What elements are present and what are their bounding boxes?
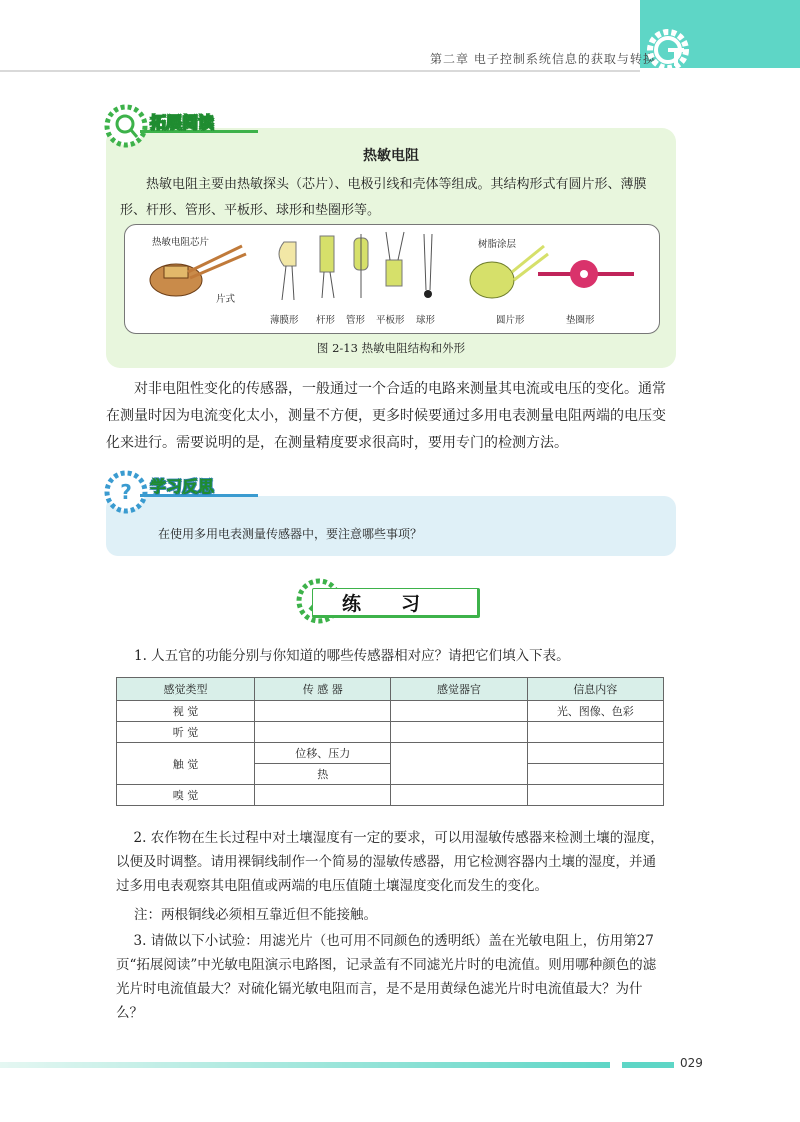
label-chip-type: 片式 <box>216 294 236 305</box>
exercise-q2: 2. 农作物在生长过程中对土壤湿度有一定的要求，可以用湿敏传感器来检测土壤的湿度，以便及时调整。请用裸铜线制作一个简易的湿敏传感器，用它检测容器内土壤的湿度，并通过多用电表观察其电阻值或两端的电压值随土壤湿度变化而发生的变化。 <box>116 830 664 894</box>
extension-reading-paragraph: 热敏电阻主要由热敏探头（芯片）、电极引线和壳体等组成。其结构形式有圆片形、薄膜形、杆形、管形、平板形、球形和垫圈形等。 <box>120 177 647 218</box>
cell-touch: 触 觉 <box>117 743 255 785</box>
table-cell <box>391 701 527 722</box>
figure-caption: 图 2-13 热敏电阻结构和外形 <box>316 341 466 355</box>
reflection-badge: 学习反思 <box>150 477 215 496</box>
cell-touch-sensor-1: 位移、压力 <box>255 743 391 764</box>
gear-logo-icon <box>644 26 692 74</box>
label-tube: 管形 <box>346 315 366 326</box>
table-cell <box>391 743 527 785</box>
table-row <box>117 701 664 722</box>
exercise-badge: 练习 <box>342 593 461 615</box>
table-row <box>117 785 664 806</box>
table-cell <box>527 764 663 785</box>
label-washer: 垫圈形 <box>566 315 595 326</box>
label-plate: 平板形 <box>376 315 405 326</box>
senses-table <box>116 677 664 806</box>
label-resin: 树脂涂层 <box>478 239 517 250</box>
label-bead: 球形 <box>416 315 436 326</box>
label-film: 薄膜形 <box>270 315 299 326</box>
table-cell <box>527 743 663 764</box>
label-disc: 圆片形 <box>496 315 525 326</box>
table-header-row <box>117 678 664 701</box>
footer-bar <box>0 1062 610 1068</box>
table-cell <box>391 785 527 806</box>
exercise-q3: 3. 请做以下小试验：用滤光片（也可用不同颜色的透明纸）盖在光敏电阻上，仿用第27页“拓展阅读”中光敏电阻演示电路图，记录盖有不同滤光片时的电流值。则用哪种颜色的滤光片时电流值最大？对硫化镉光敏电阻而言，是不是用黄绿色滤光片时电流值最大？为什么？ <box>116 933 657 1021</box>
cell-smell: 嗅 觉 <box>117 785 255 806</box>
body-paragraph: 对非电阻性变化的传感器，一般通过一个合适的电路来测量其电流或电压的变化。通常在测量时因为电流变化太小，测量不方便，更多时候要通过多用电表测量电阻两端的电压变化来进行。需要说明的是，在测量精度要求很高时，要用专门的检测方法。 <box>106 381 666 451</box>
magnifier-gear-icon <box>104 104 148 148</box>
table-cell <box>255 722 391 743</box>
col-header-info: 信息内容 <box>527 678 663 701</box>
extension-reading-badge: 拓展阅读 <box>150 113 215 132</box>
table-row <box>117 743 664 764</box>
col-header-organ: 感觉器官 <box>391 678 527 701</box>
svg-text:?: ? <box>120 480 132 504</box>
cell-vision: 视 觉 <box>117 701 255 722</box>
table-cell <box>527 785 663 806</box>
table-cell <box>255 785 391 806</box>
page-number: 029 <box>680 1056 703 1070</box>
label-chip: 热敏电阻芯片 <box>152 237 210 248</box>
question-gear-icon <box>104 470 148 514</box>
col-header-sensor: 传 感 器 <box>255 678 391 701</box>
reflection-question: 在使用多用电表测量传感器中，要注意哪些事项？ <box>158 527 423 541</box>
col-header-sense: 感觉类型 <box>117 678 255 701</box>
cell-vision-info: 光、图像、色彩 <box>527 701 663 722</box>
exercise-q1: 1. 人五官的功能分别与你知道的哪些传感器相对应？请把它们填入下表。 <box>134 648 570 664</box>
label-rod: 杆形 <box>316 315 336 326</box>
footer-bar-segment <box>622 1062 674 1068</box>
header-rule <box>0 70 640 72</box>
exercise-note: 注：两根铜线必须相互靠近但不能接触。 <box>134 907 377 923</box>
cell-touch-sensor-2: 热 <box>255 764 391 785</box>
extension-reading-title: 热敏电阻 <box>363 148 419 164</box>
chapter-title: 第二章 电子控制系统信息的获取与转换 <box>430 52 656 66</box>
cell-hearing: 听 觉 <box>117 722 255 743</box>
table-cell <box>527 722 663 743</box>
table-cell <box>255 701 391 722</box>
table-cell <box>391 722 527 743</box>
table-row <box>117 722 664 743</box>
